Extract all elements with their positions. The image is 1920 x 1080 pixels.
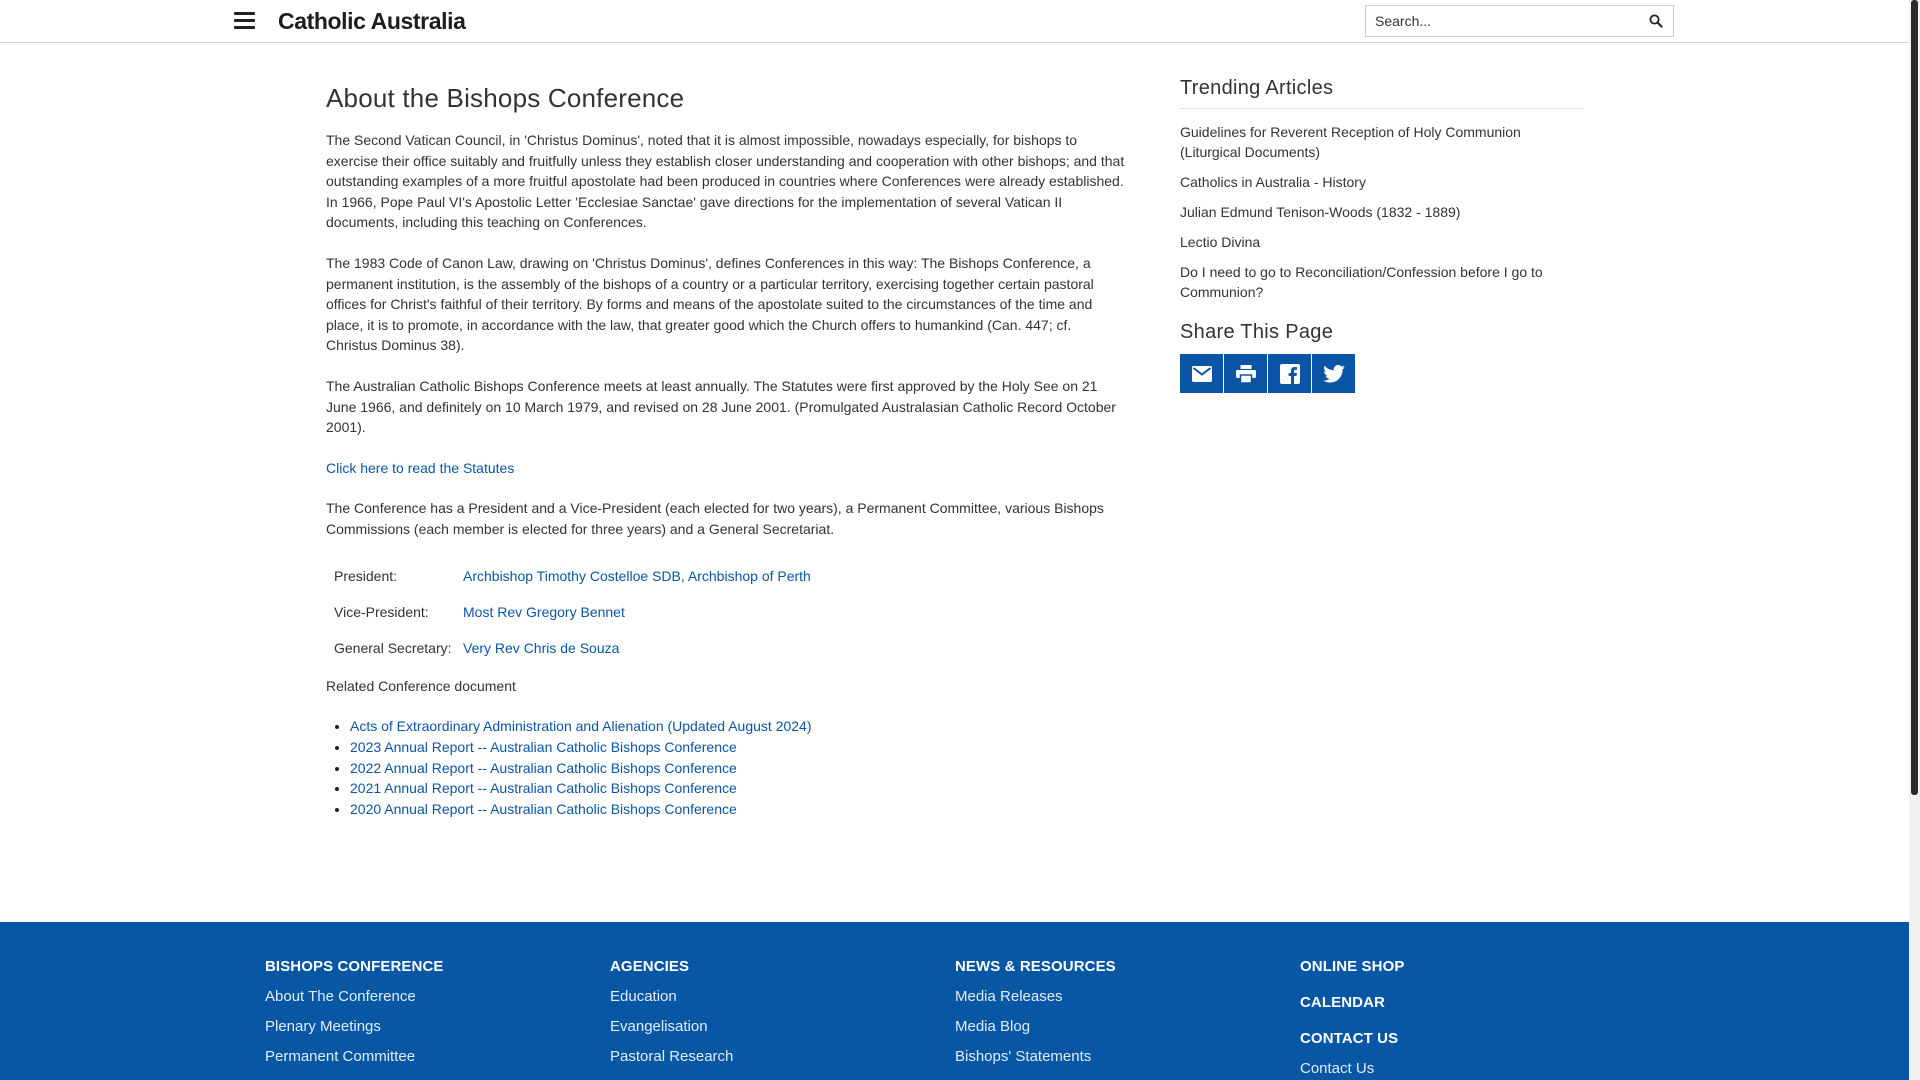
footer-link[interactable]: Education — [610, 988, 677, 1005]
footer-column-news-resources — [955, 957, 1116, 1077]
search-input[interactable] — [1366, 6, 1636, 36]
trending-article-link[interactable]: Do I need to go to Reconciliation/Confession before I go to Communion? — [1180, 264, 1543, 300]
footer-heading-link[interactable]: CALENDAR — [1300, 994, 1385, 1011]
footer-heading-link[interactable]: CONTACT US — [1300, 1030, 1399, 1047]
email-icon — [1192, 366, 1212, 382]
list-item — [350, 778, 1126, 799]
trending-articles-list — [1180, 122, 1583, 302]
scrollbar-thumb[interactable] — [1911, 0, 1918, 795]
officer-name-link[interactable]: Very Rev Chris de Souza — [463, 639, 620, 656]
footer-link[interactable]: About The Conference — [265, 988, 416, 1005]
share-buttons — [1180, 354, 1583, 393]
footer-link[interactable]: Bishops' Statements — [955, 1048, 1092, 1065]
statutes-link[interactable]: Click here to read the Statutes — [326, 459, 515, 476]
document-link[interactable]: 2020 Annual Report -- Australian Catholic Bishops Conference — [350, 800, 737, 817]
officer-role: Vice-President: — [334, 603, 429, 620]
footer-heading-link[interactable]: AGENCIES — [610, 958, 690, 975]
footer-column-bishops-conference — [265, 957, 444, 1077]
footer-link[interactable]: Plenary Meetings — [265, 1018, 381, 1035]
canon-law-paragraph: The 1983 Code of Canon Law, drawing on 'Christus Dominus', defines Conferences in this way: The Bishops Conference, a permanent institution, is the assembly of the bishops of a country or a particular territory, exercising together certain pastoral offices for Christ's faithful of their territory. By forms and means of the apostolate suited to the circumstances of the time and place, it is to promote, in accordance with the law, that greater good which the Church offers to humankind (Can. 447; cf. Christus Dominus 38). — [326, 254, 1094, 354]
trending-article-link[interactable]: Catholics in Australia - History — [1180, 174, 1366, 190]
footer-link[interactable]: Media Blog — [955, 1018, 1031, 1035]
share-heading: Share This Page — [1180, 321, 1334, 343]
page-title: About the Bishops Conference — [326, 83, 685, 113]
hamburger-menu-icon[interactable] — [234, 12, 255, 29]
document-link[interactable]: 2023 Annual Report -- Australian Catholic Bishops Conference — [350, 738, 737, 755]
officer-row-vice-president — [334, 602, 811, 638]
list-item — [1180, 202, 1583, 222]
list-item — [1180, 232, 1583, 252]
trending-articles-heading: Trending Articles — [1180, 74, 1583, 109]
top-navbar — [0, 0, 1909, 43]
officer-row-general-secretary — [334, 638, 811, 674]
officer-role: General Secretary: — [334, 639, 452, 656]
footer-heading-link[interactable]: ONLINE SHOP — [1300, 958, 1405, 975]
officer-name-link[interactable]: Archbishop Timothy Costelloe SDB, Archbishop of Perth — [463, 567, 811, 584]
document-link[interactable]: 2021 Annual Report -- Australian Catholic Bishops Conference — [350, 780, 737, 797]
list-item — [350, 799, 1126, 820]
list-item — [350, 758, 1126, 779]
footer-column-shop-calendar-contact — [1300, 957, 1404, 1080]
trending-article-link[interactable]: Guidelines for Reverent Reception of Holy Communion (Liturgical Documents) — [1180, 124, 1521, 160]
footer-link[interactable]: Evangelisation — [610, 1018, 708, 1035]
facebook-icon — [1280, 364, 1300, 384]
search-icon[interactable] — [1647, 12, 1665, 30]
officer-role: President: — [334, 567, 398, 584]
main-content — [326, 60, 1126, 820]
structure-paragraph: The Conference has a President and a Vice-President (each elected for two years), a Permanent Committee, various Bishops Commissions (each member is elected for three years) and a General Secretariat. — [326, 500, 1104, 537]
list-item — [1180, 122, 1583, 162]
list-item — [350, 716, 1126, 737]
footer-link[interactable]: Permanent Committee — [265, 1048, 416, 1065]
footer-column-agencies — [610, 957, 733, 1077]
trending-article-link[interactable]: Julian Edmund Tenison-Woods (1832 - 1889) — [1180, 204, 1461, 220]
officer-row-president — [334, 566, 811, 602]
officer-name-link[interactable]: Most Rev Gregory Bennet — [463, 603, 625, 620]
footer-link[interactable]: Pastoral Research — [610, 1048, 734, 1065]
list-item — [350, 737, 1126, 758]
page-scrollbar[interactable] — [1909, 0, 1920, 1080]
footer-link[interactable]: Media Releases — [955, 988, 1063, 1005]
share-email-button[interactable] — [1180, 354, 1223, 393]
share-twitter-button[interactable] — [1312, 354, 1355, 393]
meetings-paragraph: The Australian Catholic Bishops Conference meets at least annually. The Statutes were first approved by the Holy See on 21 June 1966, and definitely on 10 March 1979, and revised on 28 June 2001. (Promulgated Australasian Catholic Record October 2001). — [326, 377, 1116, 436]
share-facebook-button[interactable] — [1268, 354, 1311, 393]
twitter-icon — [1323, 365, 1345, 383]
intro-paragraph: The Second Vatican Council, in 'Christus Dominus', noted that it is almost impossible, nowadays especially, for bishops to exercise their office suitably and fruitfully unless they establish closer understanding and cooperation with other bishops; and that outstanding examples of a more fruitful apostolate had been produced in countries where Conferences were already established. In 1966, Pope Paul VI's Apostolic Letter 'Ecclesiae Sanctae' gave directions for the implementation of several Vatican II documents, including this teaching on Conferences. — [326, 132, 1125, 231]
search-box — [1365, 5, 1674, 37]
sidebar — [1180, 74, 1583, 393]
list-item — [1180, 262, 1583, 302]
site-logo[interactable]: Catholic Australia — [278, 8, 466, 34]
trending-article-link[interactable]: Lectio Divina — [1180, 234, 1261, 250]
share-print-button[interactable] — [1224, 354, 1267, 393]
footer-heading-link[interactable]: NEWS & RESOURCES — [955, 958, 1116, 975]
print-icon — [1236, 365, 1256, 383]
document-link[interactable]: 2022 Annual Report -- Australian Catholic Bishops Conference — [350, 759, 737, 776]
document-link[interactable]: Acts of Extraordinary Administration and Alienation (Updated August 2024) — [350, 718, 812, 735]
list-item — [1180, 172, 1583, 192]
related-documents-heading: Related Conference document — [326, 677, 516, 694]
officers-table — [334, 566, 811, 674]
related-documents-list — [350, 716, 1126, 820]
footer-heading-link[interactable]: BISHOPS CONFERENCE — [265, 958, 444, 975]
site-footer — [0, 922, 1909, 1080]
footer-link[interactable]: Contact Us — [1300, 1060, 1375, 1077]
